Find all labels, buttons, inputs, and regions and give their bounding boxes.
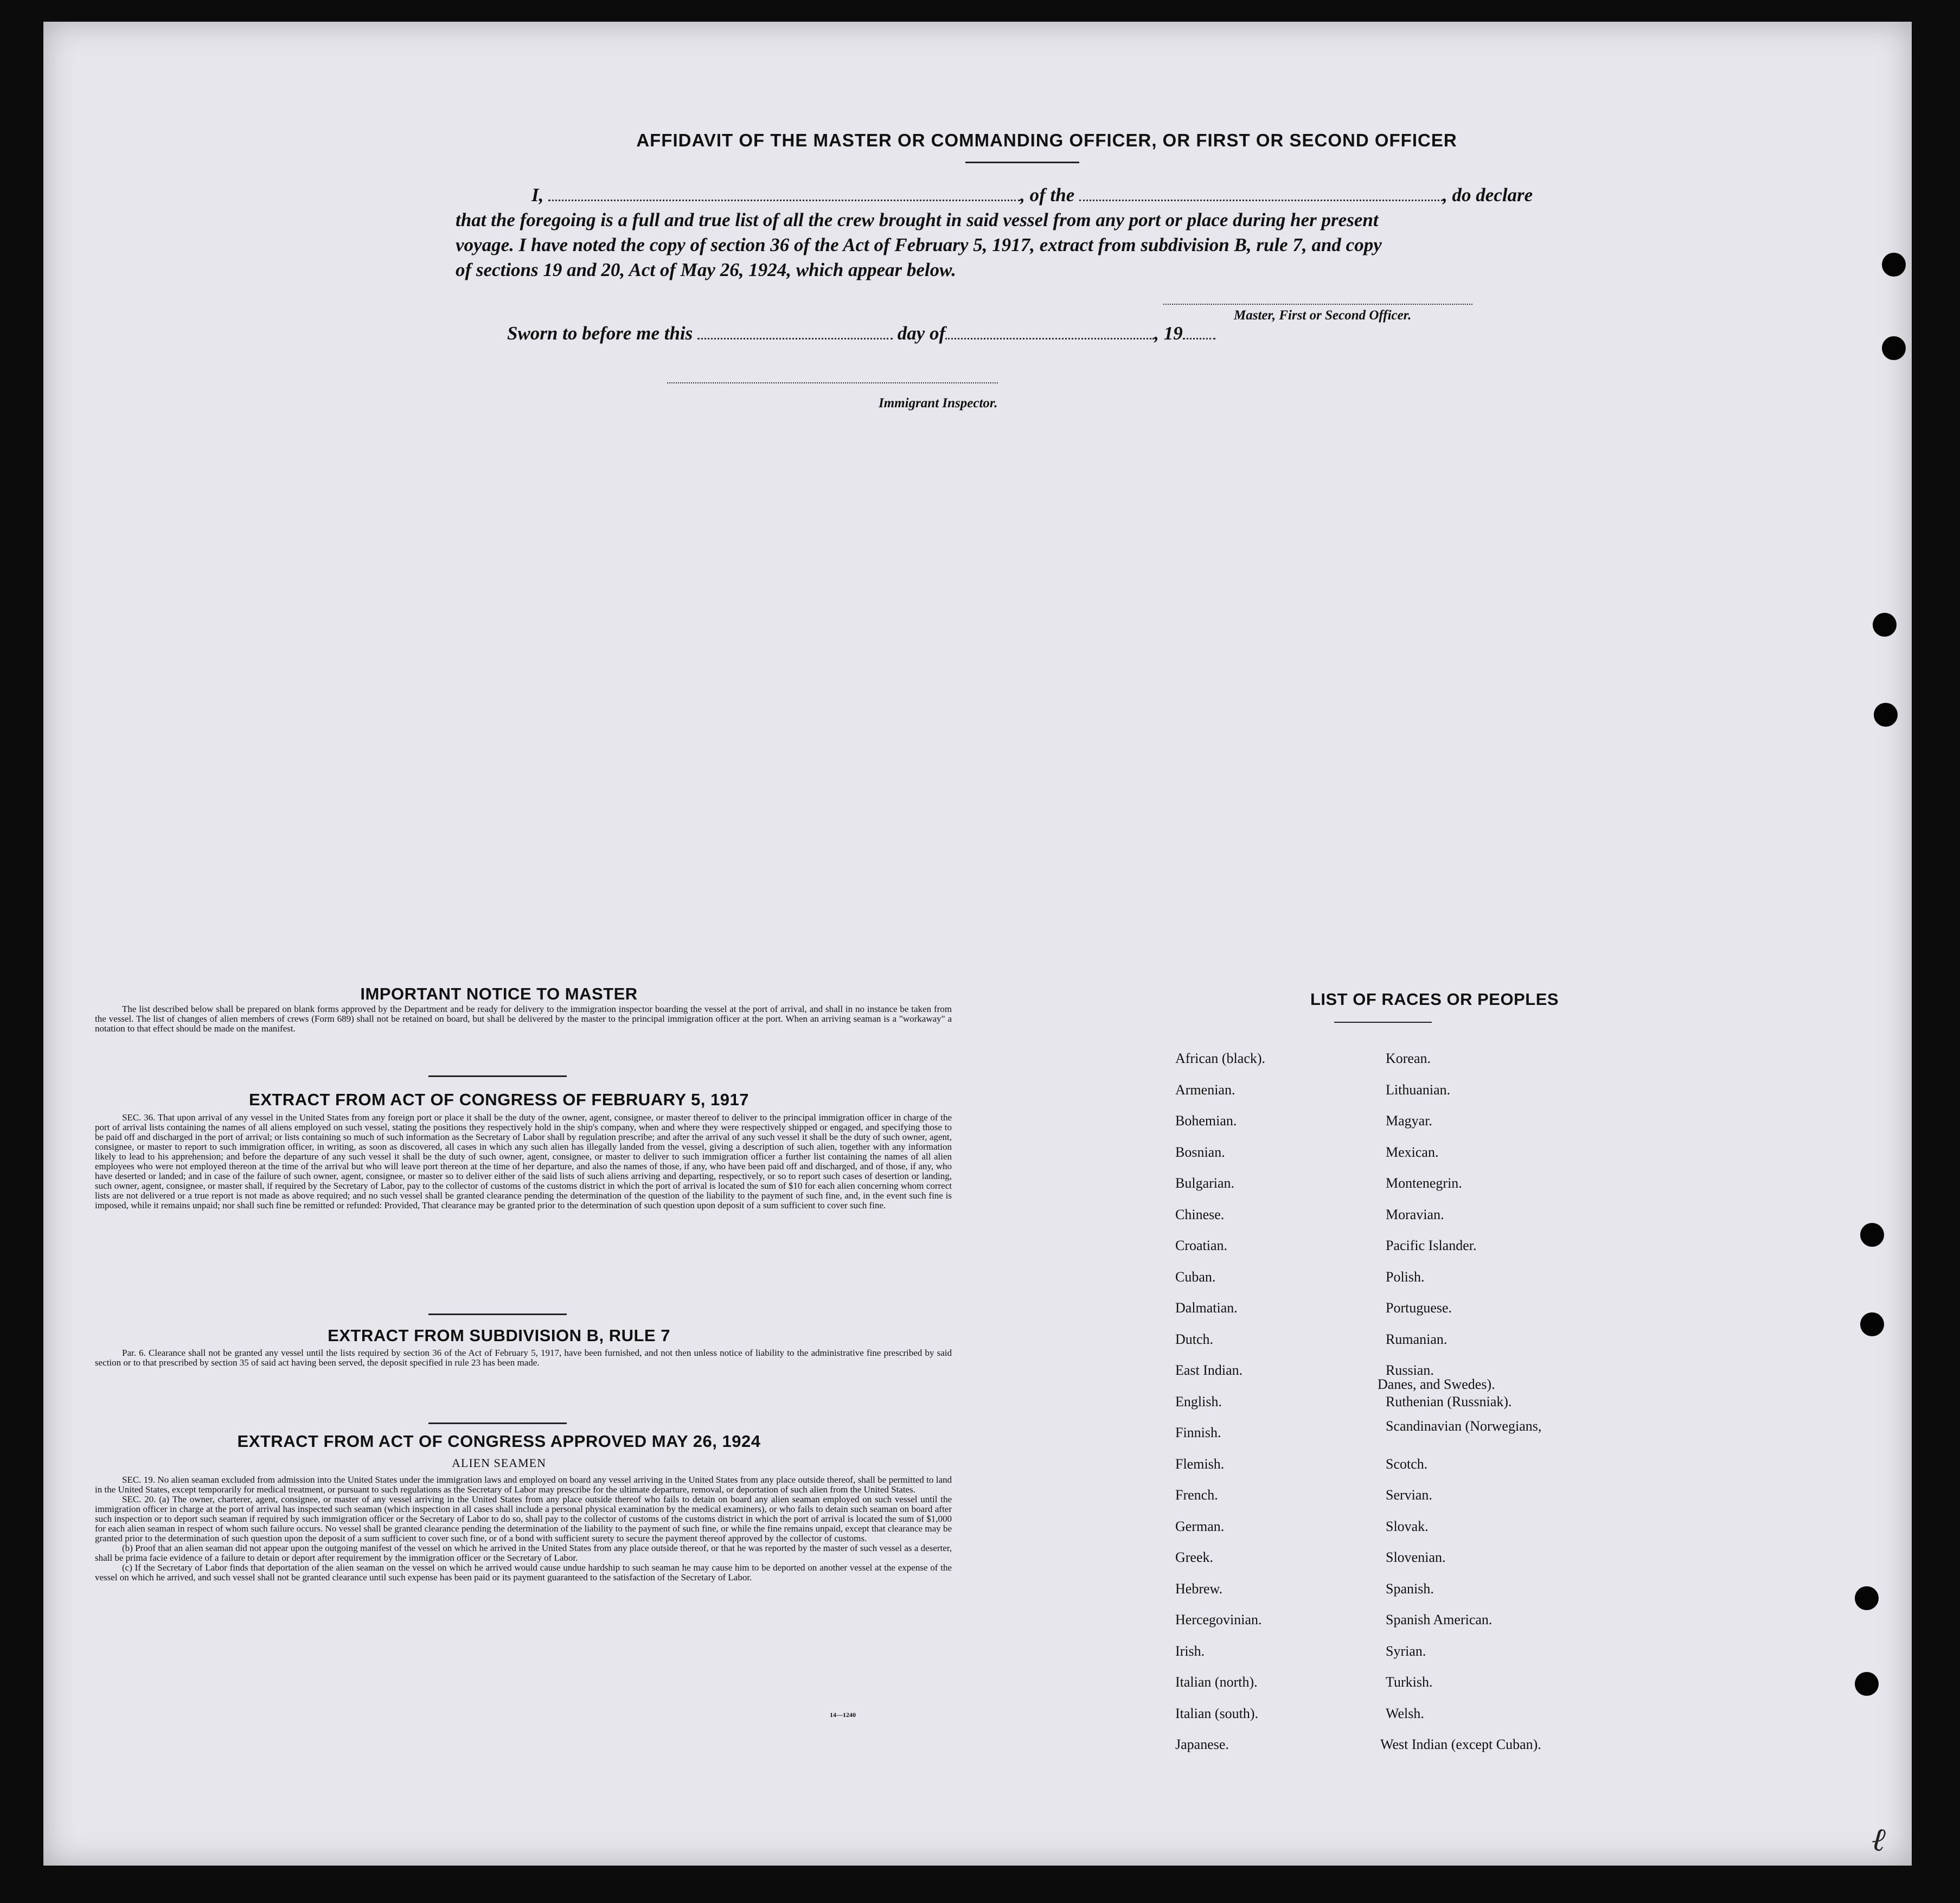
rule7-title: EXTRACT FROM SUBDIVISION B, RULE 7 [328,1326,670,1345]
race-item: Korean. [1386,1050,1431,1066]
title-rule [965,162,1079,163]
race-item: Welsh. [1386,1705,1424,1721]
race-item: Polish. [1386,1268,1425,1285]
race-item: African (black). [1175,1050,1266,1066]
race-item: Croatian. [1175,1238,1228,1253]
punch-hole [1874,703,1898,727]
races-rule [1334,1022,1432,1023]
extract-1924-body: SEC. 19. No alien seaman excluded from admission into the United States under the immigration laws and employed on board any vessel arriving in the United States from any place outside thereof, shall be permitted to land in the United States, except temporarily for medical treatment, or pursuant to such regulations as the Secretary of Labor may prescribe for the ultimate departure, removal, or deportation of such alien from the United States. SEC. 20. (a) The owner, charterer, agent, consignee, or master of any vessel arriving in the United States from any place outside thereof who fails to detain on board any alien seaman employed on such vessel until the immigration officer in charge at the port of arrival has inspected such seaman (which inspection in all cases shall include a personal physical examination by the medical examiners), or who fails to detain such seaman on board after such inspection or to deport such seaman if required by such immigration officer or the Secretary of Labor to do so, shall pay to the collector of customs of the customs district in which the port of arrival is located the sum of $1,000 for each alien seaman in respect of whom such failure occurs. No vessel shall be granted clearance pending the determination of the liability to the payment of such fine, or while the fine remains unpaid, except that clearance may be granted prior to the determination of such question upon the deposit of a sum sufficient to cover such fine, or of a bond with sufficient surety to secure the payment thereof approved by the collector of customs. (b) Proof that an alien seaman did not appear upon the outgoing manifest of the vessel on which he arrived in the United States from any place outside thereof, or that he was reported by the master of such vessel as a deserter, shall be prima facie evidence of a failure to detain or deport after requirement by the immigration officer or the Secretary of Labor. (c) If the Secretary of Labor finds that deportation of the alien seaman on the vessel on which he arrived would cause undue hardship to such seaman he may cause him to be deported on another vessel at the expense of the vessel on which he arrived, and such vessel shall not be granted clearance until such expense has been paid or its payment guaranteed to the satisfaction of the Secretary of Labor. [95,1475,952,1582]
affidavit-line-2: that the foregoing is a full and true list of all the crew brought in said vessel from any port or place during her present [456,209,1379,230]
sworn-line: Sworn to before me this day of , 19 [507,323,1215,344]
document-sheet [43,22,1912,1866]
race-item: Irish. [1175,1643,1205,1659]
punch-hole [1855,1586,1879,1610]
race-item: Greek. [1175,1549,1214,1565]
extract-1924-subtitle: ALIEN SEAMEN [452,1456,546,1470]
race-item: Portuguese. [1386,1300,1452,1316]
race-item: Montenegrin. [1386,1175,1462,1191]
race-item: Chinese. [1175,1206,1225,1222]
extract-1917-title: EXTRACT FROM ACT OF CONGRESS OF FEBRUARY 5, 1917 [249,1090,749,1109]
inspector-signature-line[interactable] [667,382,998,383]
race-item: Pacific Islander. [1386,1238,1477,1253]
pencil-mark: ℓ [1867,1820,1891,1859]
race-item: Magyar. [1386,1113,1432,1129]
affidavit-line-4: of sections 19 and 20, Act of May 26, 1924, which appear below. [456,259,956,280]
race-item: Italian (north). [1175,1674,1258,1690]
notice-title: IMPORTANT NOTICE TO MASTER [360,984,638,1003]
punch-hole [1882,253,1906,277]
extract-1917-body: SEC. 36. That upon arrival of any vessel in the United States from any foreign port or place it shall be the duty of the owner, agent, consignee, or master thereof to deliver to the principal immigration officer in charge of the port of arrival lists containing the names of all aliens employed on such vessel, stating the positions they respectively hold in the ship's company, when and where they were respectively shipped or engaged, and specifying those to be paid off and discharged in the port of arrival; or lists containing so much of such information as the Secretary of Labor shall by regulation prescribe; and after the arrival of any such vessel it shall be the duty of such owner, agent, consignee, or master to report to such immigration officer, in writing, as soon as discovered, all cases in which any such alien has illegally landed from the vessel, giving a description of such alien, together with any information likely to lead to his apprehension; and before the departure of any such vessel it shall be the duty of such owner, agent, consignee, or master to deliver to such immigration officer a further list containing the names of all alien employees who were not employed thereon at the time of the arrival but who will leave port thereon at the time of her departure, and also the names of those, if any, who have been paid off and discharged, and of those, if any, who have deserted or landed; and in case of the failure of such owner, agent, consignee, or master so to deliver either of the said lists of such aliens arriving and departing, respectively, or so to report such cases of desertion or landing, such owner, agent, consignee, or master shall, if required by the Secretary of Labor, pay to the collector of customs of the customs district in which the port of arrival is located the sum of $10 for each alien concerning whom correct lists are not delivered or a true report is not made as above required; and no such vessel shall be granted clearance pending the determination of the question of the liability to the payment of such fine, and, in the event such fine is imposed, while it remains unpaid; nor shall such fine be remitted or refunded: Provided, That clearance may be granted prior to the determination of such question upon deposit of a sum sufficient to cover such fine. [95,1112,952,1210]
race-item: Scotch. [1386,1456,1428,1472]
day-blank[interactable] [697,338,893,339]
race-item-continuation: Danes, and Swedes). [1378,1376,1495,1392]
race-item: Servian. [1386,1487,1432,1503]
punch-hole [1860,1312,1884,1336]
race-item: Bosnian. [1175,1144,1225,1160]
race-item: Syrian. [1386,1643,1426,1659]
month-blank[interactable] [945,338,1154,339]
race-item: Finnish. [1175,1425,1221,1440]
race-item: Slovenian. [1386,1549,1446,1565]
race-item: English. [1175,1393,1222,1409]
race-item: Spanish American. [1386,1612,1493,1628]
race-item: Spanish. [1386,1580,1434,1597]
race-item: East Indian. [1175,1362,1243,1378]
race-item: Rumanian. [1386,1331,1447,1347]
race-item: French. [1175,1487,1218,1503]
race-item: German. [1175,1518,1225,1534]
section-rule [428,1075,567,1077]
punch-hole [1882,336,1906,360]
race-item: Flemish. [1175,1456,1225,1472]
race-item: Ruthenian (Russniak). [1386,1393,1512,1409]
inspector-caption: Immigrant Inspector. [879,396,998,411]
race-item: Dutch. [1175,1331,1214,1347]
notice-body: The list described below shall be prepared on blank forms approved by the Department and be ready for delivery to the immigration inspector boarding the vessel at the port of arrival, and shall in no instance be taken from the vessel. The list of changes of alien members of crews (Form 689) shall not be retained on board, but shall be delivered by the master to the principal immigration officer at the port. When an arriving seaman is a "workaway" a notation to that effect should be made on the manifest. [95,1004,952,1034]
race-item: Italian (south). [1175,1705,1259,1721]
race-item: Cuban. [1175,1268,1216,1285]
race-item: West Indian (except Cuban). [1380,1737,1541,1752]
race-item: Scandinavian (Norwegians, [1386,1418,1542,1434]
race-item: Mexican. [1386,1144,1439,1160]
affidavit-line-3: voyage. I have noted the copy of section 36 of the Act of February 5, 1917, extract from subdivision B, rule 7, and copy [456,234,1382,255]
name-blank[interactable] [548,200,1020,201]
race-item: Lithuanian. [1386,1081,1451,1098]
vessel-blank[interactable] [1079,200,1443,201]
form-number: 14—1240 [830,1711,856,1719]
extract-1924-title: EXTRACT FROM ACT OF CONGRESS APPROVED MAY 26, 1924 [237,1432,761,1451]
section-rule [428,1423,567,1424]
race-item: Moravian. [1386,1206,1444,1222]
affidavit-line-1: I, , of the , do declare [531,184,1533,206]
punch-hole [1855,1672,1879,1696]
race-item: Dalmatian. [1175,1300,1238,1316]
affidavit-title: AFFIDAVIT OF THE MASTER OR COMMANDING OFFICER, OR FIRST OR SECOND OFFICER [636,130,1457,150]
race-item: Turkish. [1386,1674,1433,1690]
race-item: Bulgarian. [1175,1175,1235,1191]
race-item: Japanese. [1175,1737,1229,1752]
section-rule [428,1313,567,1315]
race-item: Slovak. [1386,1518,1429,1534]
master-signature-line[interactable] [1163,304,1472,305]
punch-hole [1860,1223,1884,1247]
year-blank[interactable] [1183,338,1215,339]
races-title: LIST OF RACES OR PEOPLES [1310,990,1559,1009]
race-item: Armenian. [1175,1081,1235,1098]
race-item: Hebrew. [1175,1580,1223,1597]
rule7-body: Par. 6. Clearance shall not be granted any vessel until the lists required by section 36 of the Act of February 5, 1917, have been furnished, and not then unless notice of liability to the administrative fine prescribed by said section or to that prescribed by section 35 of said act having been served, the deposit specified in rule 23 has been made. [95,1348,952,1368]
master-caption: Master, First or Second Officer. [1234,308,1412,323]
race-item: Bohemian. [1175,1113,1237,1129]
race-item: Hercegovinian. [1175,1612,1262,1628]
punch-hole [1873,613,1897,637]
race-item: Russian. [1386,1362,1434,1378]
